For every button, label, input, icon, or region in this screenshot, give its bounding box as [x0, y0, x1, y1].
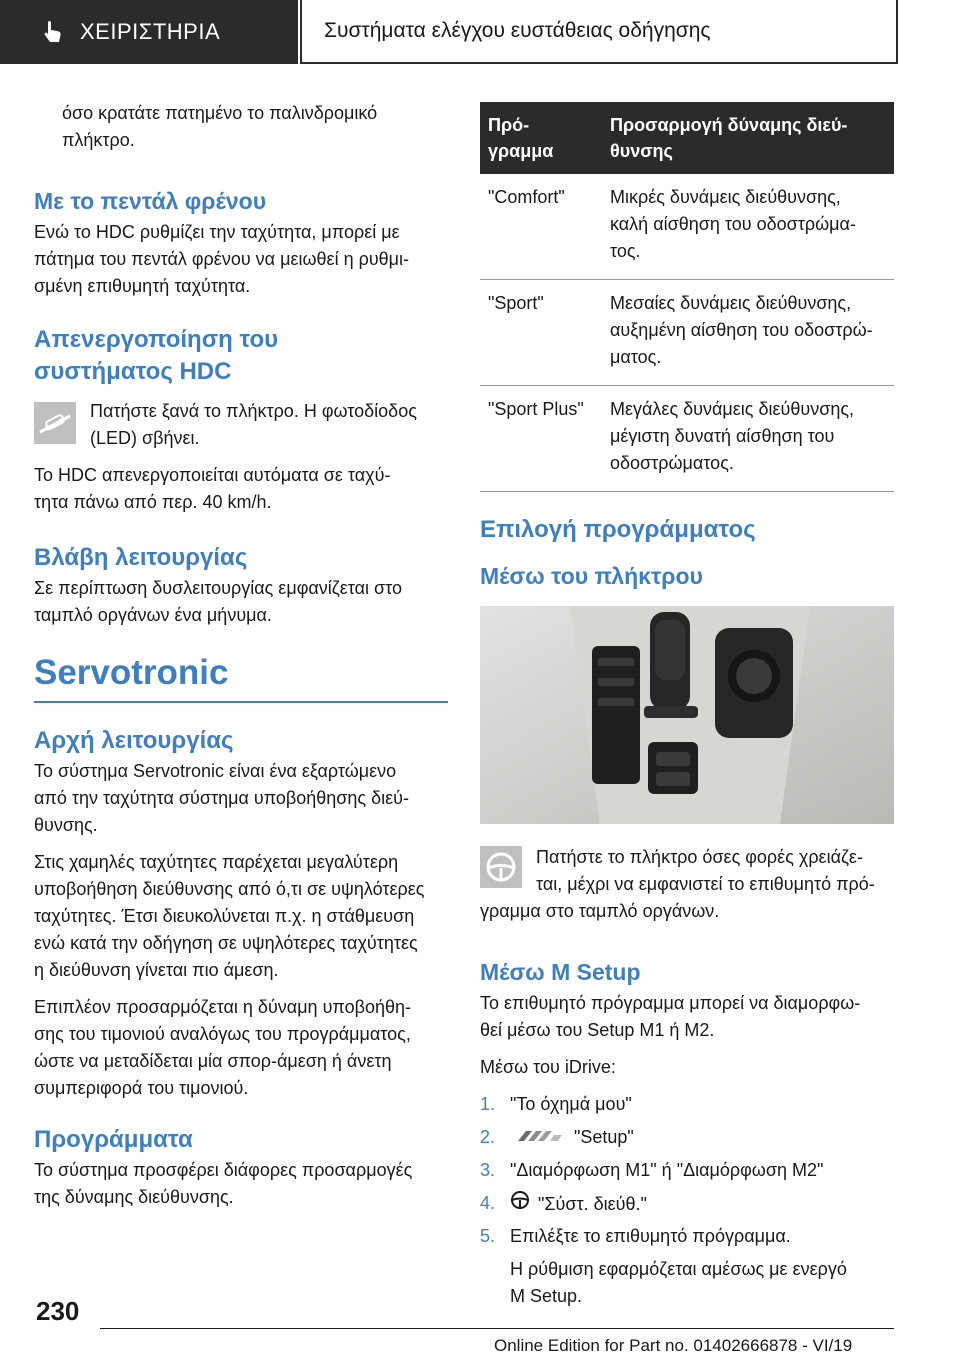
text-line: Στις χαμηλές ταχύτητες παρέχεται μεγαλύτερη [34, 852, 399, 872]
text-line: ματος. [610, 347, 662, 367]
programs-table [480, 102, 894, 492]
page-header [0, 0, 960, 66]
section-tab [0, 0, 298, 64]
list-text: "Το όχημά μου" [510, 1094, 632, 1114]
step-text [536, 844, 875, 898]
programs-heading: Προγράμματα [34, 1126, 193, 1153]
text-line: ενώ κατά την οδήγηση σε υψηλότερες ταχύτητες [34, 933, 418, 953]
steering-wheel-icon [510, 1190, 530, 1218]
text-line: Επιπλέον προσαρμόζεται η δύναμη υποβοήθη- [34, 997, 411, 1017]
section-title: ΧΕΙΡΙΣΤΗΡΙΑ [80, 19, 221, 44]
text-line: συμπεριφορά του τιμονιού. [34, 1078, 249, 1098]
text-line: τητα πάνω από περ. 40 km/h. [34, 492, 272, 512]
text-line: από την ταχύτητα σύστημα υποβοήθησης διεύ- [34, 788, 409, 808]
text-line: θυνσης. [34, 815, 98, 835]
table-row [480, 174, 894, 280]
steering-wheel-button-icon [480, 846, 522, 888]
list-text: "Σύστ. διεύθ." [538, 1193, 647, 1214]
deactivate-auto-text [34, 462, 448, 516]
list-text: "Διαμόρφωση M1" ή "Διαμόρφωση M2" [510, 1160, 824, 1180]
principle-text-3 [34, 994, 448, 1102]
text-line: Πρό- [488, 115, 530, 135]
principle-text-2 [34, 849, 448, 984]
text-line: σμένη επιθυμητή ταχύτητα. [34, 276, 251, 296]
hdc-button-icon [34, 402, 76, 444]
text-line: ταμπλό οργάνων ένα μήνυμα. [34, 605, 272, 625]
text-line: θυνσης [610, 141, 673, 161]
msetup-text [480, 990, 894, 1044]
text-line: τος. [610, 241, 641, 261]
text-line: πάτημα του πεντάλ φρένου να μειωθεί η ρυθμι- [34, 249, 410, 269]
table-cell-description [602, 280, 894, 386]
table-row [480, 280, 894, 386]
text-line: Ενώ το HDC ρυθμίζει την ταχύτητα, μπορεί με [34, 222, 400, 242]
text-line: Το σύστημα Servotronic είναι ένα εξαρτώμενο [34, 761, 397, 781]
idrive-intro: Μέσω του iDrive: [480, 1057, 616, 1077]
list-item [480, 1091, 894, 1124]
list-item [480, 1190, 894, 1223]
list-item [480, 1223, 894, 1256]
table-header-row [480, 102, 894, 174]
text-line: καλή αίσθηση του οδοστρώμα- [610, 214, 856, 234]
text-line: η διεύθυνση γίνεται πιο άμεση. [34, 960, 279, 980]
fault-heading: Βλάβη λειτουργίας [34, 544, 248, 571]
list-number: 5. [480, 1226, 496, 1246]
hand-pointer-icon [40, 19, 66, 45]
text-line: υποβοήθηση διεύθυνσης από ό,τι σε υψηλότερες [34, 879, 425, 899]
table-cell-description [602, 386, 894, 492]
brake-pedal-text [34, 219, 448, 300]
text-line: Πατήστε ξανά το πλήκτρο. Η φωτοδίοδος [90, 401, 417, 421]
text-line: ταχύτητες. Έτσι διευκολύνεται π.χ. η στάθμευση [34, 906, 415, 926]
fault-text [34, 575, 448, 629]
table-header-program [480, 102, 602, 174]
text-line: αυξημένη αίσθηση του οδοστρώ- [610, 320, 873, 340]
programs-text [34, 1157, 448, 1211]
text-line: Το επιθυμητό πρόγραμμα μπορεί να διαμορφω- [480, 993, 861, 1013]
chapter-tab [300, 0, 898, 64]
heading-line: Απενεργοποίηση του [34, 326, 279, 353]
text-line: της δύναμης διεύθυνσης. [34, 1187, 234, 1207]
text-line: μέγιστη δυνατή αίσθηση του [610, 426, 835, 446]
text-line: Μικρές δυνάμεις διεύθυνσης, [610, 187, 841, 207]
table-cell-program: "Comfort" [480, 174, 602, 280]
list-number: 1. [480, 1094, 496, 1114]
text-line: Μεγάλες δυνάμεις διεύθυνσης, [610, 399, 855, 419]
left-column [34, 100, 448, 1221]
footer-rule [100, 1328, 894, 1329]
table-cell-program: "Sport" [480, 280, 602, 386]
right-column [480, 102, 894, 1310]
text-line: Σε περίπτωση δυσλειτουργίας εμφανίζεται στο [34, 578, 402, 598]
principle-heading: Αρχή λειτουργίας [34, 727, 234, 754]
text-line: θεί μέσω του Setup M1 ή M2. [480, 1020, 715, 1040]
heading-line: συστήματος HDC [34, 358, 232, 385]
table-cell-description [602, 174, 894, 280]
text-line: Το HDC απενεργοποιείται αυτόματα σε ταχύ- [34, 465, 391, 485]
text-line: (LED) σβήνει. [90, 428, 200, 448]
text-line: όσο κρατάτε πατημένο το παλινδρομικό [62, 103, 378, 123]
brake-pedal-heading: Με το πεντάλ φρένου [34, 188, 267, 214]
text-line: οδοστρώματος. [610, 453, 734, 473]
table-header-adaptation [602, 102, 894, 174]
table-row [480, 386, 894, 492]
servotronic-heading: Servotronic [34, 653, 229, 692]
text-line: M Setup. [510, 1286, 583, 1306]
list-number: 4. [480, 1193, 496, 1213]
text-line: ώστε να μεταδίδεται μία σπορ-άμεση ή άνετη [34, 1051, 392, 1071]
select-program-heading: Επιλογή προγράμματος [480, 516, 756, 543]
text-line: γραμμα [488, 141, 554, 161]
center-console-photo [480, 606, 894, 824]
text-line: Πατήστε το πλήκτρο όσες φορές χρειάζε- [536, 847, 863, 867]
list-text: "Setup" [574, 1127, 634, 1147]
text-line: Το σύστημα προσφέρει διάφορες προσαρμογές [34, 1160, 413, 1180]
list-item [480, 1157, 894, 1190]
m-stripes-icon [510, 1124, 566, 1151]
text-line: Προσαρμογή δύναμης διεύ- [610, 115, 848, 135]
text-line: Η ρύθμιση εφαρμόζεται αμέσως με ενεργό [510, 1259, 847, 1279]
intro-text [34, 100, 448, 154]
edition-text: Online Edition for Part no. 01402666878 - VI/19 [494, 1336, 853, 1355]
text-line: ται, μέχρι να εμφανιστεί το επιθυμητό πρό- [536, 874, 875, 894]
list-number: 3. [480, 1160, 496, 1180]
list-number: 2. [480, 1127, 496, 1147]
step-text-continued: γραμμα στο ταμπλό οργάνων. [480, 901, 720, 921]
table-cell-program: "Sport Plus" [480, 386, 602, 492]
msetup-heading: Μέσω M Setup [480, 959, 641, 985]
steps-list [480, 1091, 894, 1310]
result-text [480, 1256, 894, 1310]
deactivate-heading [34, 324, 448, 388]
list-item [480, 1124, 894, 1157]
deactivate-step [34, 398, 448, 462]
list-text: Επιλέξτε το επιθυμητό πρόγραμμα. [510, 1226, 791, 1246]
text-line: σης του τιμονιού αναλόγως του προγράμματος, [34, 1024, 411, 1044]
step-text [90, 398, 417, 452]
principle-text-1 [34, 758, 448, 839]
via-button-heading: Μέσω του πλήκτρου [480, 563, 703, 589]
page-number: 230 [36, 1296, 80, 1326]
chapter-title: Συστήματα ελέγχου ευστάθειας οδήγησης [324, 19, 711, 42]
text-line: πλήκτρο. [62, 130, 135, 150]
text-line: Μεσαίες δυνάμεις διεύθυνσης, [610, 293, 852, 313]
